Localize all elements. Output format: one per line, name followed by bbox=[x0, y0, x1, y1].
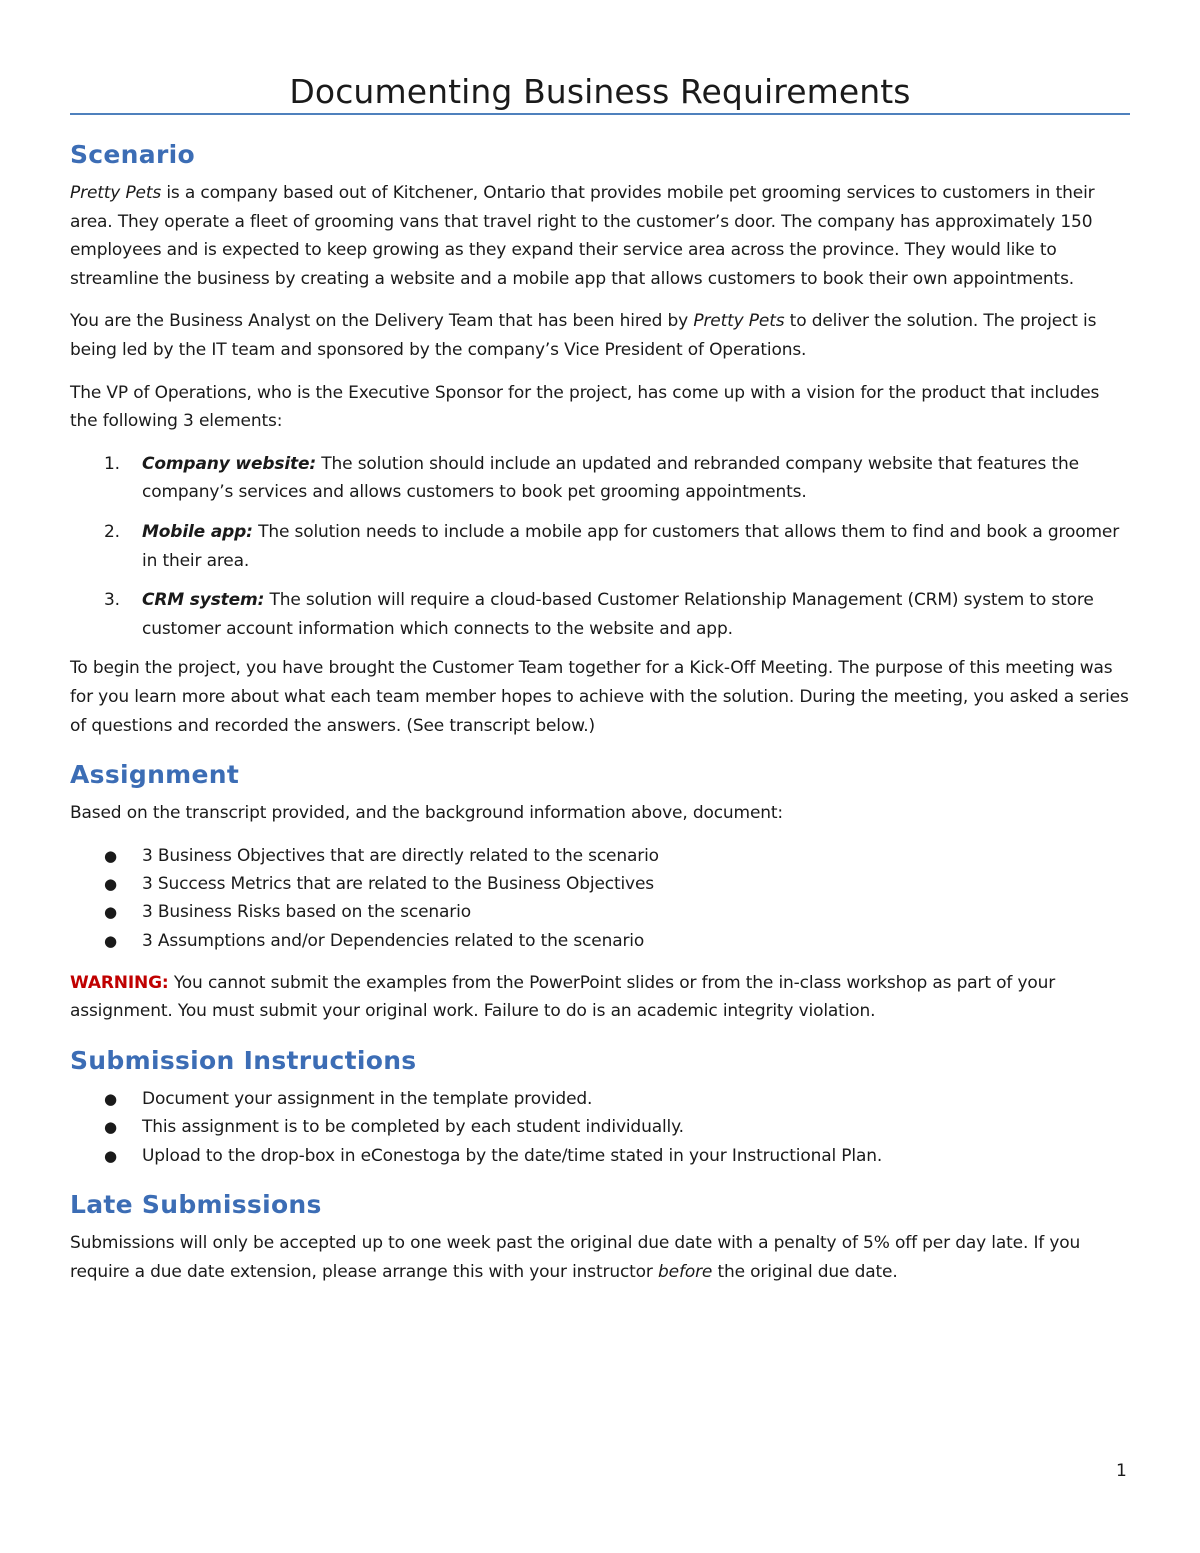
assignment-list bbox=[70, 842, 1130, 955]
list-item-text: 3 Success Metrics that are related to the Business Objectives bbox=[142, 873, 654, 894]
scenario-paragraph-3: The VP of Operations, who is the Executive Sponsor for the project, has come up with a vision for the product that includes the following 3 elements: bbox=[70, 382, 1100, 432]
assignment-intro: Based on the transcript provided, and the background information above, document: bbox=[70, 803, 783, 824]
element-text: The solution should include an updated and rebranded company website that features the company’s services and allows customers to book pet grooming appointments. bbox=[142, 453, 1079, 503]
company-name: Pretty Pets bbox=[70, 183, 162, 203]
scenario-paragraph-2-part-a: You are the Business Analyst on the Delivery Team that has been hired by bbox=[70, 311, 694, 332]
warning-label: WARNING: bbox=[70, 972, 169, 993]
submission-list bbox=[70, 1085, 1130, 1170]
list-item bbox=[70, 1142, 1130, 1170]
page-number: 1 bbox=[1116, 1461, 1127, 1481]
list-item bbox=[70, 518, 1130, 575]
document-title: Documenting Business Requirements bbox=[289, 72, 911, 111]
list-item-text: Upload to the drop-box in eConestoga by the date/time stated in your Instructional Plan. bbox=[142, 1145, 883, 1166]
scenario-paragraph-4: To begin the project, you have brought the Customer Team together for a Kick-Off Meeting. The purpose of this meeting was for you learn more about what each team member hopes to achieve with the solution. During the meeting, you asked a series of questions and recorded the answers. (See transcript below.) bbox=[70, 658, 1129, 736]
bullet-icon: ● bbox=[104, 846, 117, 865]
assignment-heading: Assignment bbox=[70, 760, 240, 790]
late-submissions-heading: Late Submissions bbox=[70, 1189, 322, 1219]
bullet-icon: ● bbox=[104, 1118, 117, 1137]
element-label: Mobile app: bbox=[142, 521, 253, 542]
bullet-icon: ● bbox=[104, 1090, 117, 1109]
warning-text: You cannot submit the examples from the PowerPoint slides or from the in-class workshop as part of your assignment. You must submit your original work. Failure to do is an academic integrity violation. bbox=[70, 972, 1056, 1022]
list-item bbox=[70, 1085, 1130, 1113]
list-item-text: 3 Business Objectives that are directly related to the scenario bbox=[142, 845, 659, 866]
scenario-paragraph-2 bbox=[70, 307, 1130, 364]
element-text: The solution needs to include a mobile app for customers that allows them to find and book a groomer in their area. bbox=[142, 521, 1120, 571]
element-label: Company website: bbox=[142, 453, 317, 474]
element-text: The solution will require a cloud-based Customer Relationship Management (CRM) system to store customer account information which connects to the website and app. bbox=[142, 590, 1094, 639]
scenario-paragraph-1 bbox=[70, 179, 1130, 293]
late-text-emphasis: before bbox=[658, 1261, 713, 1282]
late-text-part-c: the original due date. bbox=[712, 1261, 898, 1282]
bullet-icon: ● bbox=[104, 903, 117, 922]
warning-paragraph bbox=[70, 969, 1130, 1026]
vision-elements-list bbox=[70, 450, 1130, 644]
list-item-text: This assignment is to be completed by each student individually. bbox=[142, 1117, 684, 1138]
scenario-heading: Scenario bbox=[70, 140, 195, 169]
bullet-icon: ● bbox=[104, 931, 117, 950]
list-item bbox=[70, 898, 1130, 926]
scenario-paragraph-2-part-c: to deliver the solution. The project is being led by the IT team and sponsored by the company’s Vice President of Operations. bbox=[70, 311, 1097, 360]
bullet-icon: ● bbox=[104, 1146, 117, 1165]
list-item bbox=[70, 1113, 1130, 1141]
list-item bbox=[70, 450, 1130, 507]
list-number: 2. bbox=[104, 521, 120, 542]
list-number: 1. bbox=[104, 453, 120, 474]
late-text-part-a: Submissions will only be accepted up to one week past the original due date with a penalty of 5% off per day late. If you require a due date extension, please arrange this with your instructor bbox=[70, 1232, 1081, 1282]
list-item bbox=[70, 842, 1130, 870]
list-item bbox=[70, 586, 1130, 643]
late-submissions-paragraph bbox=[70, 1229, 1130, 1286]
submission-heading: Submission Instructions bbox=[70, 1046, 417, 1076]
list-number: 3. bbox=[104, 590, 120, 611]
list-item bbox=[70, 927, 1130, 955]
bullet-icon: ● bbox=[104, 874, 117, 893]
company-name: Pretty Pets bbox=[693, 311, 785, 332]
list-item bbox=[70, 870, 1130, 898]
scenario-paragraph-1-text: is a company based out of Kitchener, Ontario that provides mobile pet grooming services to customers in their area. They operate a fleet of grooming vans that travel right to the customer’s door. The company has approximately 150 employees and is expected to keep growing as they expand their service area across the province. They would like to streamline the business by creating a website and a mobile app that allows customers to book their own appointments. bbox=[70, 183, 1095, 289]
list-item-text: 3 Assumptions and/or Dependencies related to the scenario bbox=[142, 930, 645, 951]
document-body bbox=[70, 138, 1130, 1286]
title-underline bbox=[70, 113, 1130, 115]
list-item-text: Document your assignment in the template provided. bbox=[142, 1089, 593, 1110]
element-label: CRM system: bbox=[142, 590, 265, 611]
list-item-text: 3 Business Risks based on the scenario bbox=[142, 902, 471, 923]
